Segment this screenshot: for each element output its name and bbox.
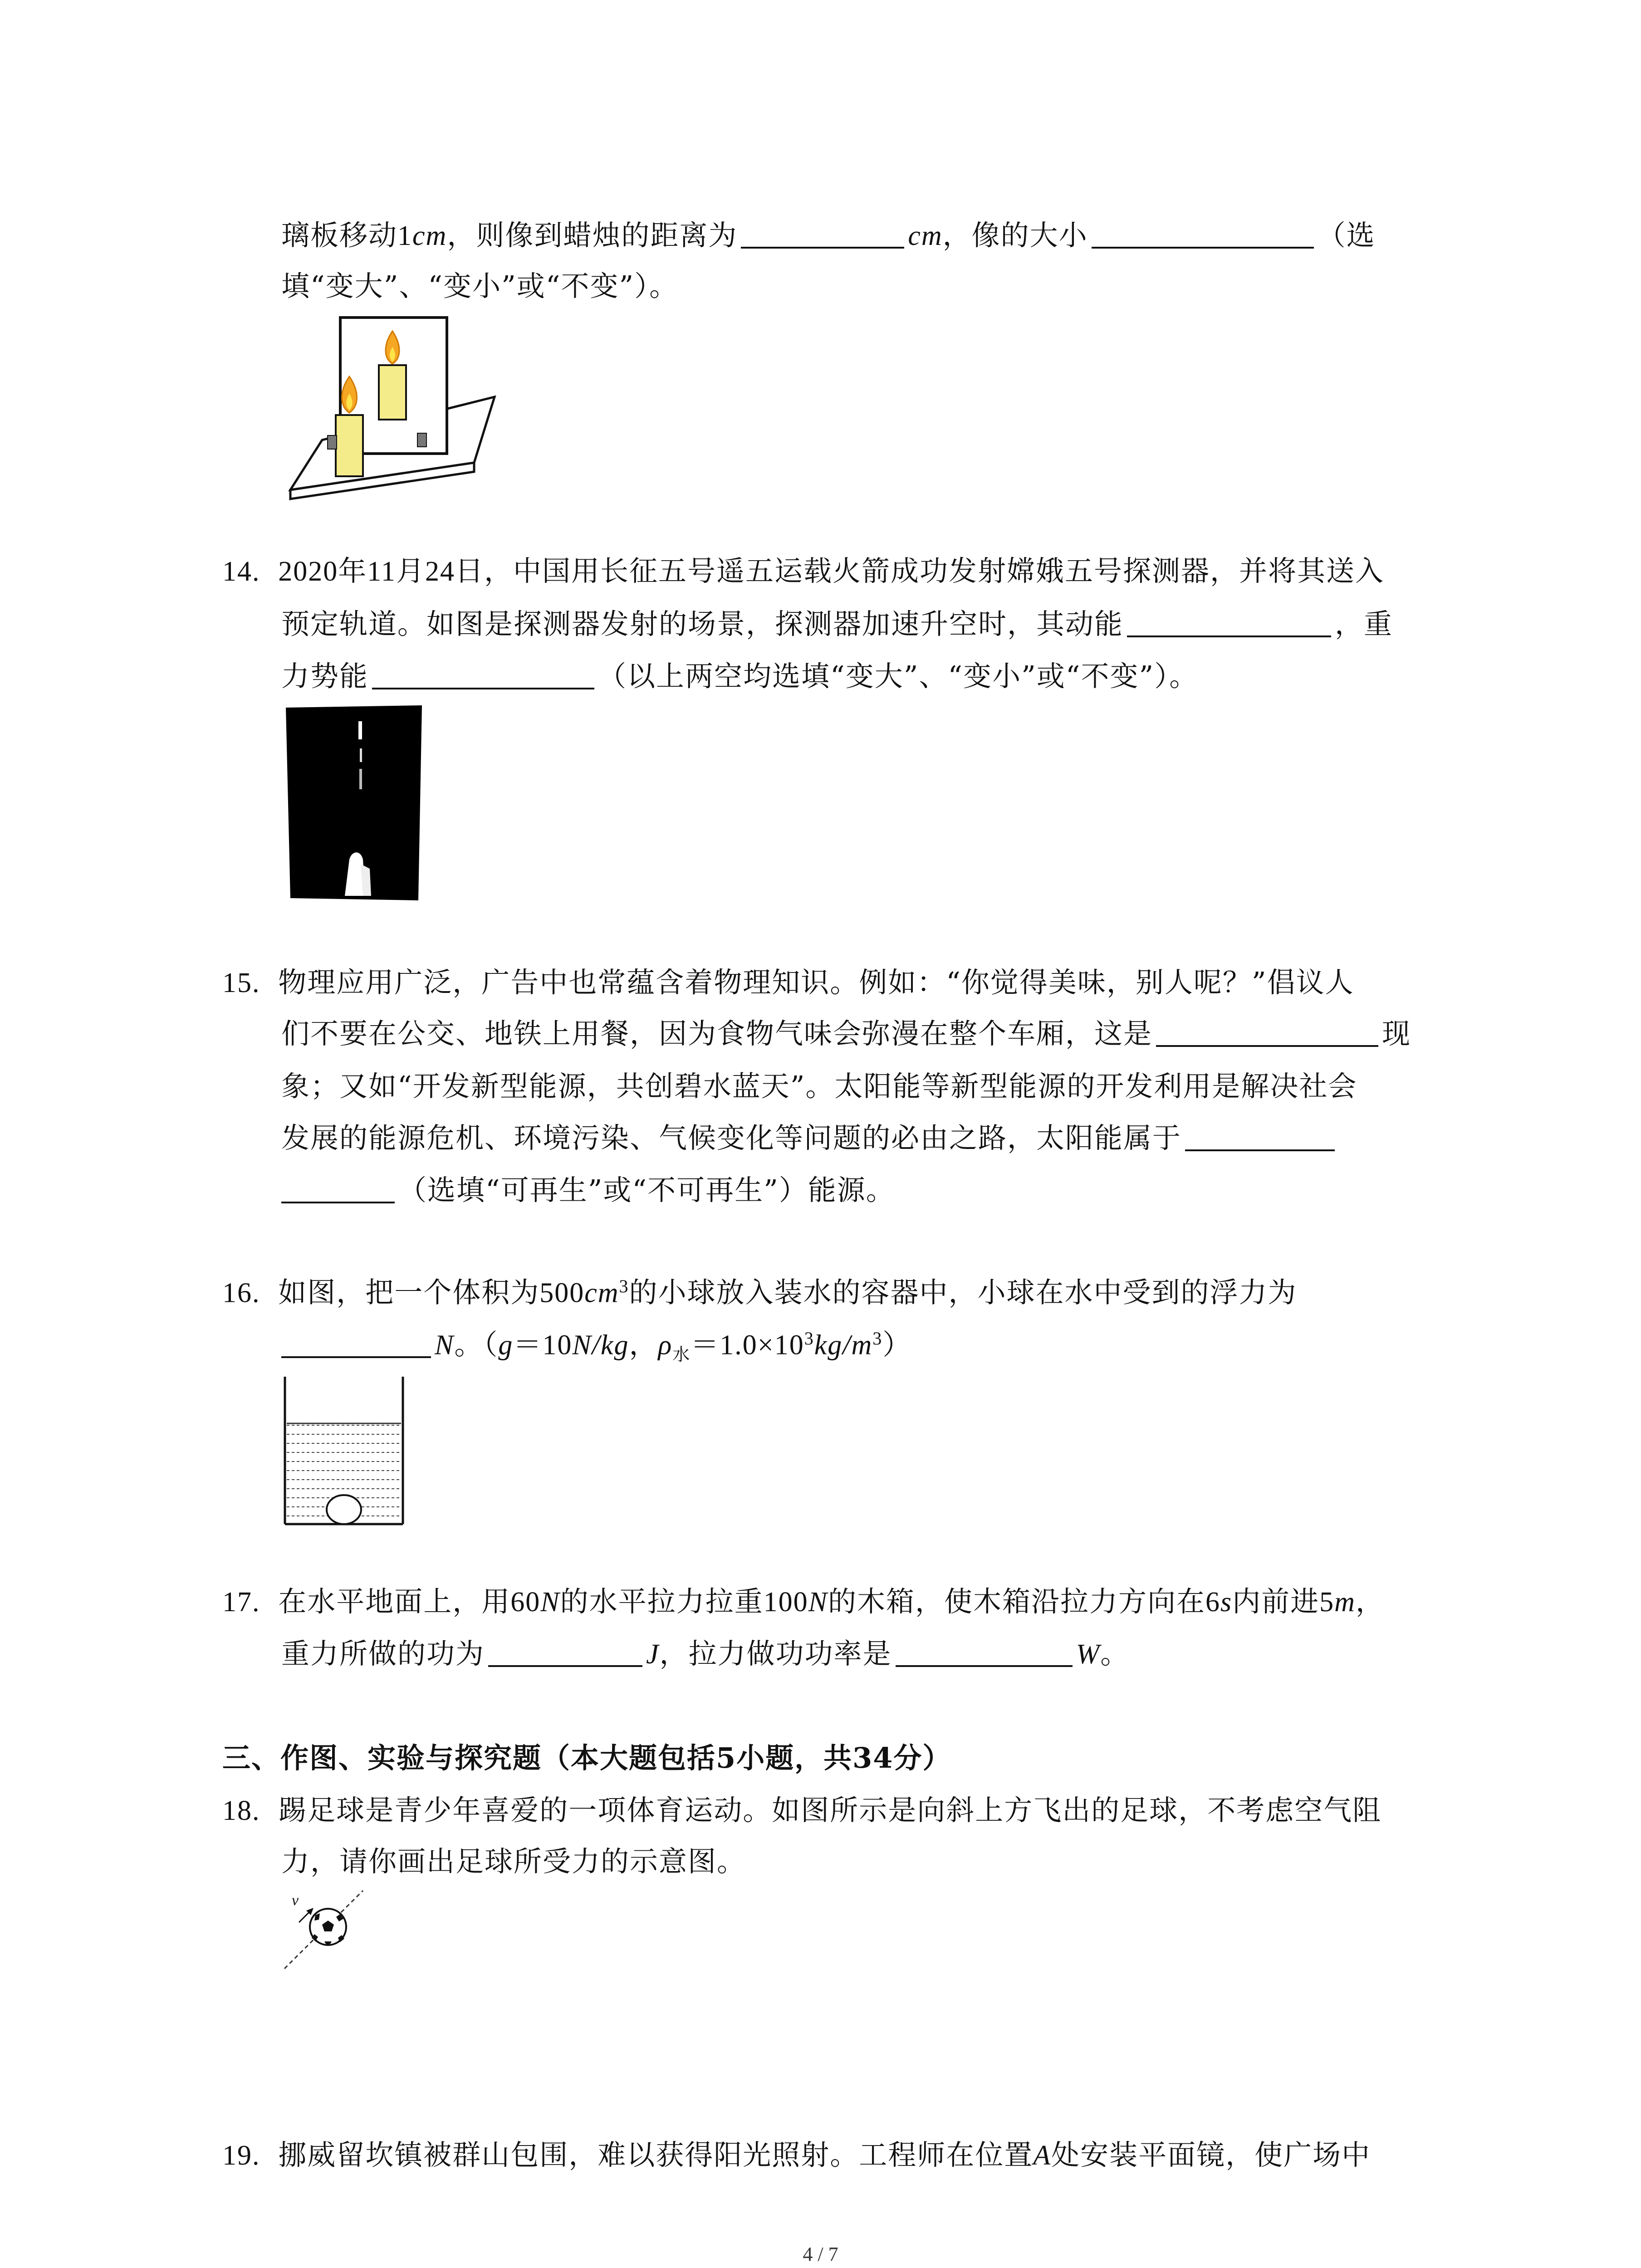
water-container-figure bbox=[281, 1374, 408, 1529]
svg-text:v: v bbox=[292, 1892, 299, 1909]
answer-blank[interactable] bbox=[741, 247, 904, 249]
answer-blank[interactable] bbox=[281, 1356, 431, 1358]
answer-blank[interactable] bbox=[281, 1202, 395, 1203]
q15-line-4: 发展的能源危机、环境污染、气候变化等问题的必由之路，太阳能属于 bbox=[281, 1124, 1338, 1152]
q17-line-1: 17. 在水平地面上，用60N的水平拉力拉重100N的木箱，使木箱沿拉力方向在6s内前进5m， bbox=[222, 1585, 1385, 1618]
answer-blank[interactable] bbox=[372, 688, 594, 689]
answer-blank[interactable] bbox=[896, 1665, 1073, 1667]
answer-blank[interactable] bbox=[1156, 1045, 1378, 1047]
q14-line-2: 预定轨道。如图是探测器发射的场景，探测器加速升空时，其动能 ，重 bbox=[281, 607, 1393, 640]
answer-blank[interactable] bbox=[1185, 1149, 1335, 1151]
candle-mirror-figure bbox=[286, 313, 499, 508]
q19-line-1: 19. 挪威留坎镇被群山包围，难以获得阳光照射。工程师在位置A处安装平面镜，使广场中 bbox=[222, 2138, 1371, 2171]
q13-line-2: 填“变大”、“变小”或“不变”）。 bbox=[281, 269, 679, 303]
q15-line-2: 们不要在公交、地铁上用餐，因为食物气味会弥漫在整个车厢，这是 现 bbox=[281, 1017, 1411, 1050]
q16-line-1: 16. 如图，把一个体积为$500cm^3$的小球放入装水的容器中，小球在水中受到的浮力为 bbox=[222, 1276, 1297, 1309]
q13-line-1: 璃板移动1cm，则像到蜡烛的距离为 cm，像的大小 （选 bbox=[281, 219, 1376, 252]
q14-line-3: 力势能 （以上两空均选填“变大”、“变小”或“不变”）。 bbox=[281, 660, 1199, 693]
q15-line-5: （选填“可再生”或“不可再生”）能源。 bbox=[281, 1176, 895, 1204]
rocket-launch-photo bbox=[286, 705, 422, 900]
q18-line-1: 18. 踢足球是青少年喜爱的一项体育运动。如图所示是向斜上方飞出的足球，不考虑空气阻 bbox=[222, 1794, 1382, 1827]
page-number: 4 / 7 bbox=[803, 2243, 838, 2265]
football-figure bbox=[279, 1887, 379, 1973]
q15-line-3: 象；又如“开发新型能源，共创碧水蓝天”。太阳能等新型能源的开发利用是解决社会 bbox=[281, 1070, 1357, 1103]
q14-line-1: 14. 2020年11月24日，中国用长征五号遥五运载火箭成功发射嫦娥五号探测器，并将其送入 bbox=[222, 554, 1384, 587]
answer-blank[interactable] bbox=[1127, 635, 1331, 637]
q17-line-2: 重力所做的功为 J，拉力做功功率是 W。 bbox=[281, 1637, 1130, 1670]
q15-line-1: 15. 物理应用广泛，广告中也常蕴含着物理知识。例如：“你觉得美味，别人呢？”倡议人 bbox=[222, 966, 1354, 999]
answer-blank[interactable] bbox=[1092, 247, 1314, 249]
section-3-heading: 三、作图、实验与探究题（本大题包括5小题，共34分） bbox=[222, 1741, 952, 1774]
q18-line-2: 力，请你画出足球所受力的示意图。 bbox=[281, 1845, 746, 1878]
q16-line-2: N。（g＝10N/kg，$\rho_水=1.0\times 10^3kg/m^3$） bbox=[281, 1325, 911, 1369]
answer-blank[interactable] bbox=[488, 1665, 642, 1667]
